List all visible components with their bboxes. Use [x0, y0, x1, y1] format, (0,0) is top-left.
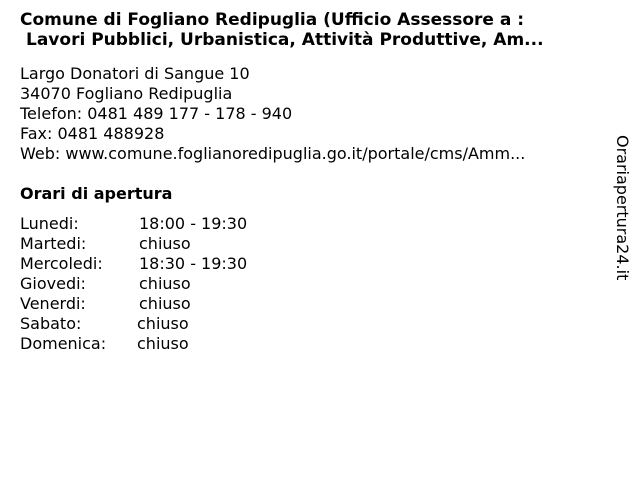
title-line-2: Lavori Pubblici, Urbanistica, Attività Produttive, Am... [26, 30, 544, 50]
day-hours: chiuso [139, 274, 191, 293]
day-label: Venerdi: [20, 294, 86, 313]
day-hours: chiuso [139, 234, 191, 253]
website: Web: www.comune.foglianoredipuglia.go.it/portale/cms/Amm... [20, 144, 526, 163]
day-hours: 18:00 - 19:30 [139, 214, 248, 233]
day-hours: chiuso [137, 334, 189, 353]
address-block [20, 64, 525, 164]
watermark-text: Orariapertura24.it [613, 135, 632, 281]
day-hours: 18:30 - 19:30 [139, 254, 248, 273]
street-address: Largo Donatori di Sangue 10 [20, 64, 250, 83]
day-label: Sabato: [20, 314, 82, 333]
phone-number: Telefon: 0481 489 177 - 178 - 940 [20, 104, 293, 123]
title-line-1: Comune di Fogliano Redipuglia (Ufficio Assessore a : [20, 10, 525, 30]
day-label: Giovedi: [20, 274, 86, 293]
day-label: Martedi: [20, 234, 87, 253]
day-label: Lunedi: [20, 214, 79, 233]
day-hours: chiuso [139, 294, 191, 313]
fax-number: Fax: 0481 488928 [20, 124, 165, 143]
city-address: 34070 Fogliano Redipuglia [20, 84, 233, 103]
page-title [20, 10, 620, 50]
day-label: Domenica: [20, 334, 107, 353]
day-hours: chiuso [137, 314, 189, 333]
opening-hours-heading: Orari di apertura [20, 184, 173, 203]
day-label: Mercoledi: [20, 254, 103, 273]
